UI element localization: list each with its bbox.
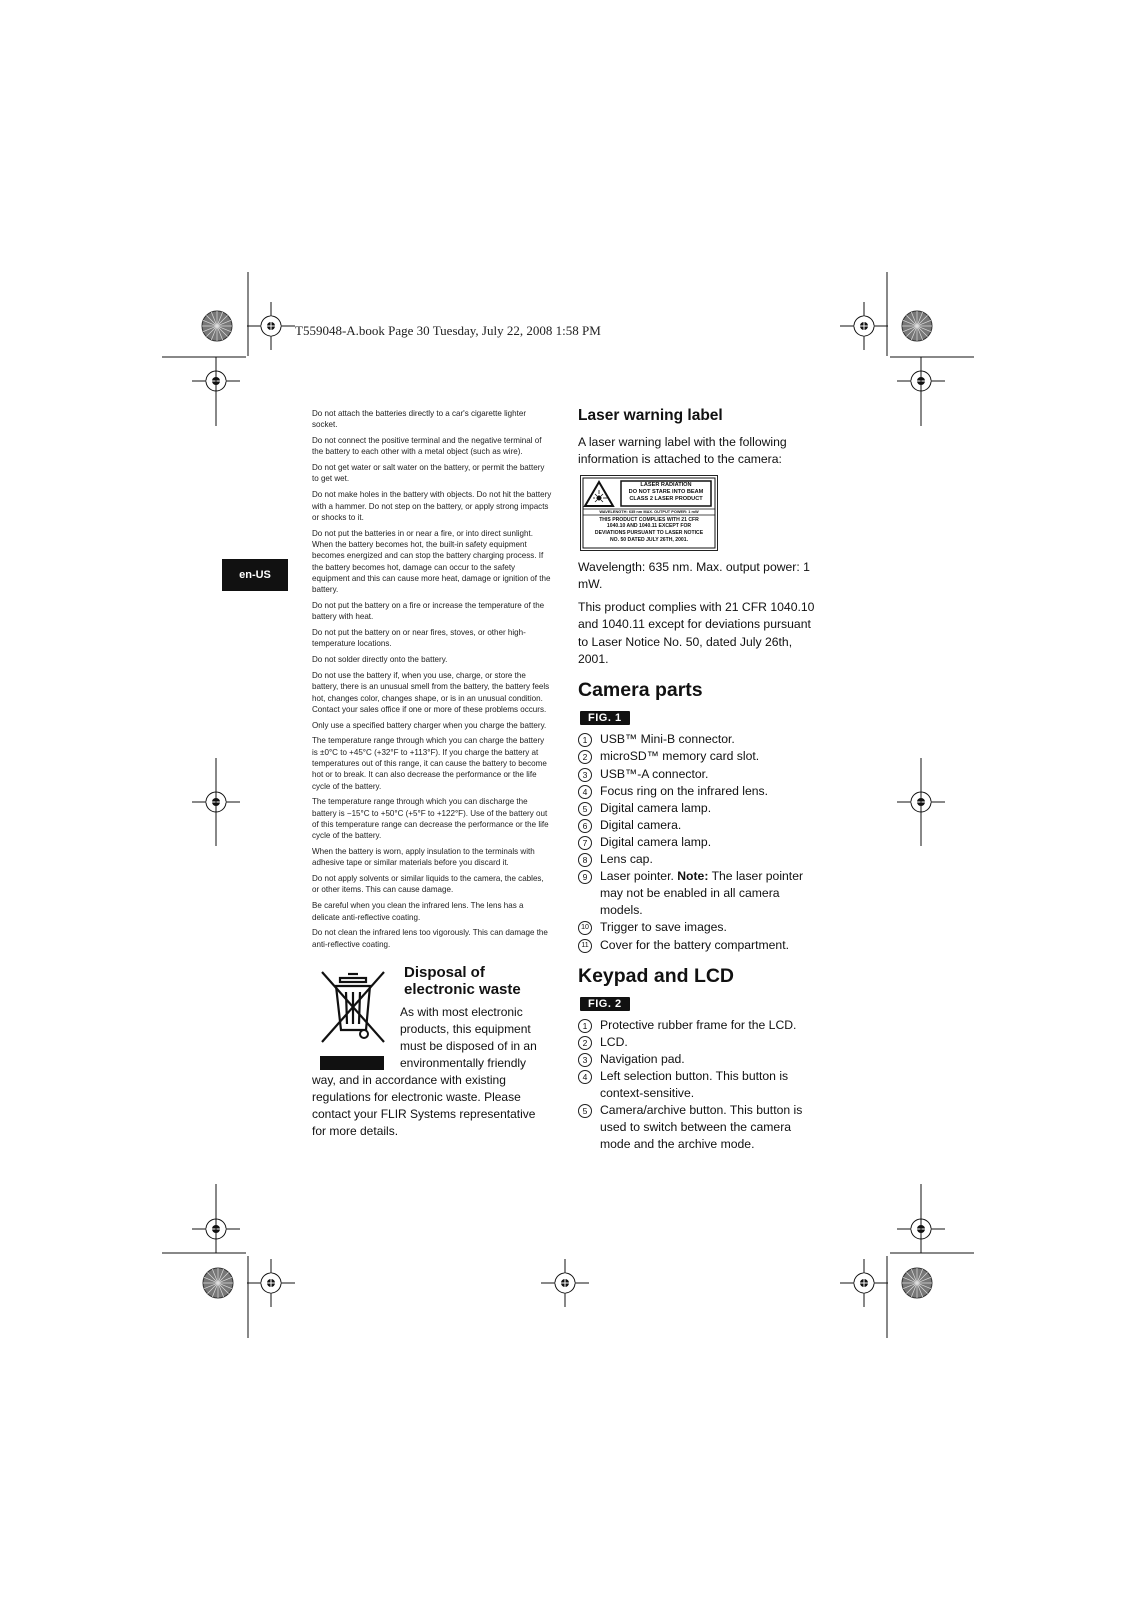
item-number: 3 xyxy=(578,1053,592,1067)
list-item xyxy=(578,1102,823,1153)
safety-note: Do not get water or salt water on the battery, or permit the battery to get wet. xyxy=(312,463,545,484)
list-item xyxy=(578,937,823,954)
left-column xyxy=(312,408,552,1140)
laser-label-complies-3: DEVIATIONS PURSUANT TO LASER NOTICE xyxy=(594,530,704,537)
safety-note: Do not put the battery on or near fires, stoves, or other high-temperature locations. xyxy=(312,628,526,649)
list-item xyxy=(578,851,823,868)
note-label: Note: xyxy=(677,869,709,884)
print-slug-info: T559048-A.book Page 30 Tuesday, July 22, 2008 1:58 PM xyxy=(295,323,601,338)
list-item xyxy=(578,766,823,783)
item-number: 2 xyxy=(578,1036,592,1050)
item-number: 1 xyxy=(578,733,592,747)
language-tab-label: en-US xyxy=(239,569,271,581)
item-text: Digital camera lamp. xyxy=(600,834,712,849)
item-text: USB™-A connector. xyxy=(600,766,709,781)
item-number: 7 xyxy=(578,836,592,850)
item-text: Camera/archive button. This button is used to switch between the camera mode and the archive mode. xyxy=(600,1103,803,1152)
list-item xyxy=(578,919,823,936)
item-number: 10 xyxy=(578,921,592,935)
item-number: 4 xyxy=(578,785,592,799)
list-item xyxy=(578,868,823,919)
item-number: 8 xyxy=(578,853,592,867)
list-item xyxy=(578,1034,823,1051)
disposal-heading: Disposal of electronic waste xyxy=(404,963,521,998)
list-item xyxy=(578,1017,823,1034)
item-text: USB™ Mini-B connector. xyxy=(600,732,735,747)
item-text: Lens cap. xyxy=(600,852,653,867)
laser-label-complies-1: THIS PRODUCT COMPLIES WITH 21 CFR xyxy=(599,516,699,523)
safety-note: Do not connect the positive terminal and the negative terminal of the battery to each other with a metal object (such as wire). xyxy=(312,436,542,457)
list-item xyxy=(578,800,823,817)
list-item xyxy=(578,783,823,800)
safety-note: Be careful when you clean the infrared lens. The lens has a delicate anti-reflective coating. xyxy=(312,901,524,922)
item-text: Laser pointer. xyxy=(600,869,678,884)
safety-note: When the battery is worn, apply insulation to the terminals with adhesive tape or similar materials before you discard it. xyxy=(312,847,535,868)
list-item xyxy=(578,834,823,851)
item-text: Cover for the battery compartment. xyxy=(600,937,789,952)
right-column xyxy=(578,406,823,1163)
list-item xyxy=(578,1051,823,1068)
battery-safety-notes xyxy=(312,408,552,950)
laser-label-line1: LASER RADIATION xyxy=(640,481,692,488)
item-text: Digital camera lamp. xyxy=(600,800,712,815)
safety-note: Do not solder directly onto the battery. xyxy=(312,655,448,665)
item-text: LCD. xyxy=(600,1034,628,1049)
laser-label-complies-2: 1040.10 AND 1040.11 EXCEPT FOR xyxy=(606,523,692,530)
fig-1-badge: FIG. 1 xyxy=(580,711,630,725)
item-text: Protective rubber frame for the LCD. xyxy=(600,1017,797,1032)
list-item xyxy=(578,731,823,748)
item-number: 11 xyxy=(578,939,592,953)
laser-label-line2: DO NOT STARE INTO BEAM xyxy=(628,489,704,495)
item-number: 3 xyxy=(578,768,592,782)
safety-note: Do not apply solvents or similar liquids to the camera, the cables, or other items. This can cause damage. xyxy=(312,874,544,895)
item-text: Focus ring on the infrared lens. xyxy=(600,783,769,798)
item-text: Digital camera. xyxy=(600,817,682,832)
camera-parts-list xyxy=(578,731,823,953)
disposal-section xyxy=(312,964,552,1140)
note-text: The laser pointer may not be enabled in all camera models. xyxy=(600,869,804,918)
item-text: Left selection button. This button is context-sensitive. xyxy=(600,1068,789,1100)
item-number: 6 xyxy=(578,819,592,833)
item-text: Trigger to save images. xyxy=(600,920,727,935)
laser-label-wavelength: WAVELENGTH: 635 nm MAX. OUTPUT POWER: 1 mW xyxy=(599,508,699,514)
language-tab xyxy=(222,559,288,591)
item-number: 9 xyxy=(578,870,592,884)
camera-parts-heading: Camera parts xyxy=(578,679,703,702)
keypad-heading: Keypad and LCD xyxy=(578,964,735,987)
item-text: microSD™ memory card slot. xyxy=(600,749,760,764)
safety-note: Do not clean the infrared lens too vigorously. This can damage the anti-reflective coating. xyxy=(312,928,548,949)
keypad-parts-list xyxy=(578,1017,823,1154)
safety-note: Do not put the batteries in or near a fire, or into direct sunlight. When the battery becomes hot, the built-in safety equipment becomes energized and can stop the battery charging process. If the battery becomes hot, damage can occur to the safety equipment and this can cause more heat, damage or ignition of the battery. xyxy=(312,528,551,595)
safety-note: Do not use the battery if, when you use, charge, or store the battery, there is an unusual smell from the battery, the battery feels hot, changes color, changes shape, or is in an unusual condition. Contact your sales office if one or more of these problems occurs. xyxy=(312,670,550,714)
fig-2-badge: FIG. 2 xyxy=(580,997,630,1011)
laser-wavelength-text: Wavelength: 635 nm. Max. output power: 1 mW. xyxy=(578,559,810,591)
disposal-body: As with most electronic products, this equipment must be disposed of in an environmentally friendly way, and in accordance with existing regulations for electronic waste. Please contact your FLIR Systems representative for more details. xyxy=(312,1004,537,1138)
laser-warning-label-image xyxy=(580,475,718,551)
item-number: 2 xyxy=(578,750,592,764)
list-item xyxy=(578,748,823,765)
list-item xyxy=(578,1068,823,1102)
safety-note: Do not attach the batteries directly to a car's cigarette lighter socket. xyxy=(312,409,526,430)
item-number: 4 xyxy=(578,1070,592,1084)
laser-compliance-text: This product complies with 21 CFR 1040.10 and 1040.11 except for deviations pursuant to Laser Notice No. 50, dated July 26th, 2001. xyxy=(578,600,815,667)
item-number: 5 xyxy=(578,1104,592,1118)
safety-note: The temperature range through which you can charge the battery is ±0°C to +45°C (+32°F to +113°F). If you charge the battery at temperatures out of this range, it can cause the battery to become hot or to break. It can also decrease the performance or the life cycle of the battery. xyxy=(312,736,547,791)
safety-note: Do not put the battery on a fire or increase the temperature of the battery with heat. xyxy=(312,600,545,622)
safety-note: The temperature range through which you can discharge the battery is −15°C to +50°C (+5°F to +122°F). Use of the battery out of this temperature range can decrease the performance or the life cycle of the battery. xyxy=(312,797,549,841)
item-text: Navigation pad. xyxy=(600,1051,685,1066)
item-number: 1 xyxy=(578,1019,592,1033)
laser-label-complies-4: NO. 50 DATED JULY 26TH, 2001. xyxy=(609,536,689,543)
safety-note: Only use a specified battery charger when you charge the battery. xyxy=(312,720,547,730)
crossed-out-bin-icon xyxy=(312,964,392,1072)
laser-label-line3: CLASS 2 LASER PRODUCT xyxy=(629,496,703,503)
laser-intro: A laser warning label with the following information is attached to the camera: xyxy=(578,435,787,467)
safety-note: Do not make holes in the battery with objects. Do not hit the battery with a hammer. Do not step on the battery, or apply strong impacts or shocks to it. xyxy=(312,490,552,522)
list-item xyxy=(578,817,823,834)
laser-warning-heading: Laser warning label xyxy=(578,407,723,424)
item-number: 5 xyxy=(578,802,592,816)
